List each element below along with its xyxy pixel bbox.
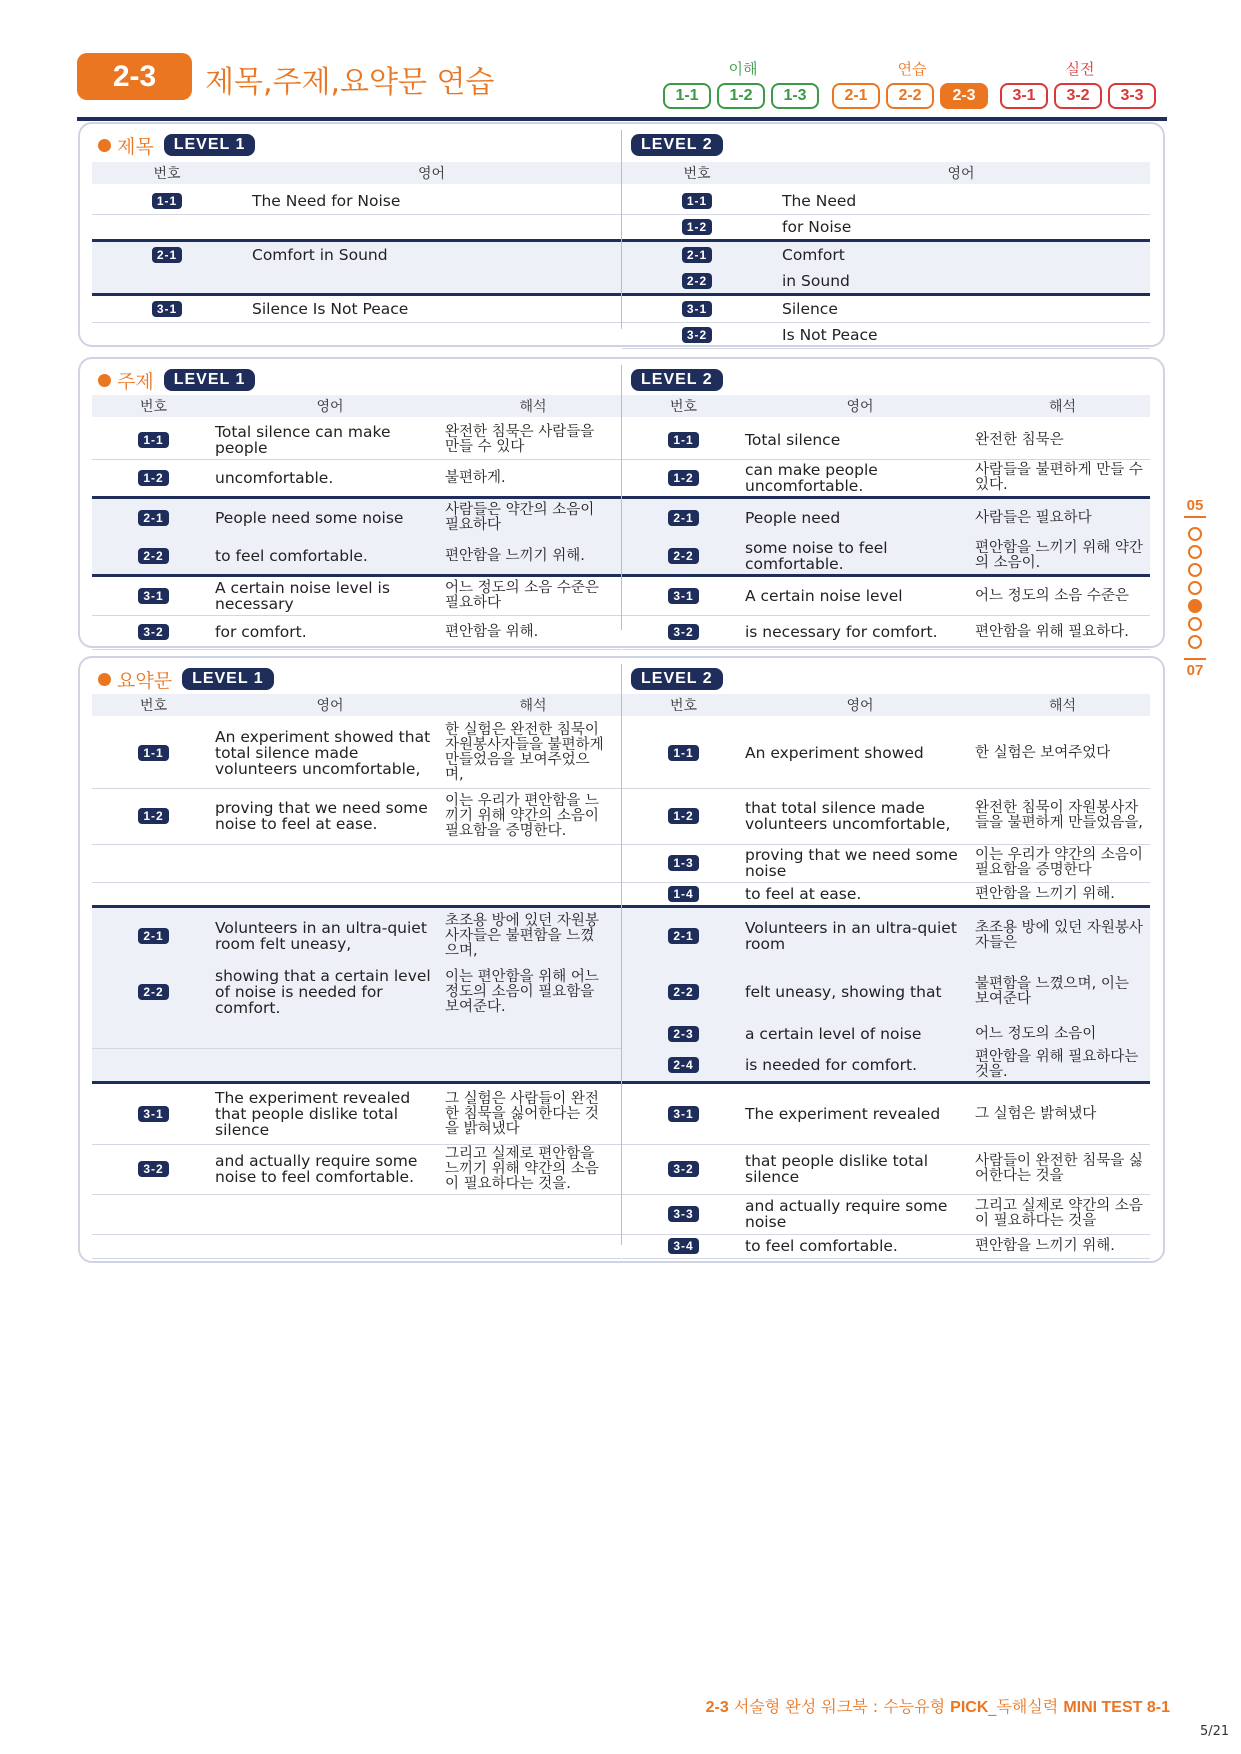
nav-pill-3-2[interactable]: 3-2 bbox=[1054, 83, 1102, 109]
english-text: The experiment revealed bbox=[745, 1105, 941, 1123]
row-number-badge: 2-1 bbox=[668, 510, 698, 526]
korean-text: 그리고 실제로 약간의 소음이 필요하다는 것을 bbox=[975, 1198, 1143, 1229]
english-text: uncomfortable. bbox=[215, 469, 334, 487]
column-header: 번호 영어 해석 bbox=[92, 395, 621, 417]
row bbox=[622, 322, 1150, 348]
nav-pill-2-3[interactable]: 2-3 bbox=[940, 83, 988, 109]
english-text: can make people uncomfortable. bbox=[745, 461, 878, 495]
progress-dot bbox=[1188, 545, 1202, 559]
english-text: for comfort. bbox=[215, 623, 307, 641]
english-text: An experiment showed bbox=[745, 744, 924, 762]
row bbox=[92, 421, 621, 459]
english-text: some noise to feel comfortable. bbox=[745, 539, 888, 573]
korean-text: 편안함을 위해 필요하다. bbox=[975, 623, 1129, 640]
english-text: felt uneasy, showing that bbox=[745, 983, 942, 1001]
korean-text: 편안함을 위해 필요하다는 것을. bbox=[975, 1049, 1139, 1080]
row bbox=[622, 615, 1150, 649]
nav-pill-2-1[interactable]: 2-1 bbox=[832, 83, 880, 109]
english-text: is needed for comfort. bbox=[745, 1056, 918, 1074]
row bbox=[622, 1020, 1150, 1048]
nav-pill-3-1[interactable]: 3-1 bbox=[1000, 83, 1048, 109]
english-text: A certain noise level bbox=[745, 587, 903, 605]
row-number-badge: 3-1 bbox=[668, 1106, 698, 1122]
section-name: 요약문 bbox=[117, 669, 173, 692]
korean-text: 그리고 실제로 편안함을 느끼기 위해 약간의 소음이 필요하다는 것을. bbox=[445, 1145, 599, 1192]
row bbox=[92, 1084, 621, 1144]
row-number-badge: 3-1 bbox=[152, 301, 182, 317]
section-summary bbox=[78, 656, 1165, 1263]
row-number-badge: 2-2 bbox=[138, 548, 168, 564]
row bbox=[92, 499, 621, 537]
row-number-badge: 2-2 bbox=[682, 273, 712, 289]
nav-group-label: 이해 bbox=[728, 60, 758, 78]
english-text: Silence Is Not Peace bbox=[252, 300, 409, 318]
row bbox=[92, 908, 621, 964]
section-topic bbox=[78, 357, 1165, 648]
english-text: a certain level of noise bbox=[745, 1025, 922, 1043]
korean-text: 어느 정도의 소음 수준은 필요하다 bbox=[445, 580, 599, 611]
bullet-icon bbox=[98, 374, 111, 387]
column-header: 번호 영어 bbox=[92, 162, 621, 184]
column-header: 번호 영어 해석 bbox=[92, 694, 621, 716]
row bbox=[622, 882, 1150, 906]
row bbox=[622, 214, 1150, 240]
level-1-badge: LEVEL 1 bbox=[164, 369, 256, 391]
row bbox=[622, 242, 1150, 268]
row bbox=[622, 1194, 1150, 1234]
korean-text: 이는 우리가 편안함을 느끼기 위해 약간의 소음이 필요함을 증명한다. bbox=[445, 792, 599, 839]
korean-text: 사람들이 완전한 침묵을 싫어한다는 것을 bbox=[975, 1153, 1143, 1184]
row bbox=[622, 788, 1150, 844]
progress-dot bbox=[1188, 581, 1202, 595]
english-text: is necessary for comfort. bbox=[745, 623, 938, 641]
english-text: Total silence can make people bbox=[215, 423, 391, 457]
row-number-badge: 1-1 bbox=[138, 432, 168, 448]
row bbox=[622, 844, 1150, 882]
english-text: proving that we need some noise bbox=[745, 846, 958, 880]
row bbox=[622, 268, 1150, 294]
row-number-badge: 1-1 bbox=[138, 745, 168, 761]
row bbox=[92, 788, 621, 844]
nav-pill-3-3[interactable]: 3-3 bbox=[1108, 83, 1156, 109]
nav-pill-2-2[interactable]: 2-2 bbox=[886, 83, 934, 109]
row-number-badge: 3-1 bbox=[682, 301, 712, 317]
row-number-badge: 2-2 bbox=[668, 984, 698, 1000]
level-2-badge: LEVEL 2 bbox=[631, 668, 723, 690]
row-number-badge: 3-4 bbox=[668, 1238, 698, 1254]
english-text: for Noise bbox=[782, 218, 852, 236]
row-number-badge: 1-3 bbox=[668, 855, 698, 871]
korean-text: 한 실험은 완전한 침묵이 자원봉사자들을 불편하게 만들었음을 보여주었으며, bbox=[445, 722, 604, 783]
row-number-badge: 1-2 bbox=[138, 470, 168, 486]
progress-start: 05 bbox=[1186, 497, 1204, 514]
row bbox=[622, 499, 1150, 537]
english-text: showing that a certain level of noise is needed for comfort. bbox=[215, 967, 431, 1017]
bullet-icon bbox=[98, 673, 111, 686]
row-number-badge: 2-2 bbox=[138, 984, 168, 1000]
row bbox=[92, 615, 621, 649]
english-text: proving that we need some noise to feel at ease. bbox=[215, 799, 428, 833]
page-number: 5/21 bbox=[1200, 1724, 1230, 1739]
row-number-badge: 1-2 bbox=[138, 808, 168, 824]
row bbox=[622, 1234, 1150, 1258]
english-text: Volunteers in an ultra-quiet room felt uneasy, bbox=[215, 919, 427, 953]
footer-title: 2-3 서술형 완성 워크북 : 수능유형 PICK_독해실력 MINI TEST 8-1 bbox=[705, 1697, 1170, 1716]
row bbox=[92, 296, 621, 322]
section-name: 주제 bbox=[117, 370, 154, 393]
korean-text: 어느 정도의 소음이 bbox=[975, 1025, 1097, 1042]
level-1-badge: LEVEL 1 bbox=[164, 134, 256, 156]
english-text: Is Not Peace bbox=[782, 326, 878, 344]
row bbox=[622, 718, 1150, 788]
row-number-badge: 3-2 bbox=[682, 327, 712, 343]
section-name: 제목 bbox=[117, 135, 154, 158]
row-number-badge: 1-2 bbox=[682, 219, 712, 235]
progress-dot bbox=[1188, 563, 1202, 577]
row bbox=[622, 577, 1150, 615]
row-number-badge: 3-1 bbox=[668, 588, 698, 604]
english-text: Comfort bbox=[782, 246, 845, 264]
row-number-badge: 1-1 bbox=[668, 432, 698, 448]
level-2-badge: LEVEL 2 bbox=[631, 134, 723, 156]
english-text: Total silence bbox=[745, 431, 841, 449]
page-title: 제목,주제,요약문 연습 bbox=[205, 65, 495, 100]
row bbox=[622, 908, 1150, 964]
english-text: to feel at ease. bbox=[745, 885, 862, 903]
row-number-badge: 1-2 bbox=[668, 808, 698, 824]
row-number-badge: 3-2 bbox=[668, 1161, 698, 1177]
column-header: 번호 영어 bbox=[622, 162, 1150, 184]
korean-text: 사람들은 약간의 소음이 필요하다 bbox=[445, 502, 595, 533]
row-number-badge: 3-2 bbox=[668, 624, 698, 640]
progress-dot bbox=[1188, 617, 1202, 631]
korean-text: 사람들은 필요하다 bbox=[975, 509, 1092, 526]
row bbox=[622, 296, 1150, 322]
korean-text: 불편함을 느꼈으며, 이는 보여준다 bbox=[975, 976, 1129, 1007]
english-text: The Need for Noise bbox=[252, 192, 401, 210]
english-text: The Need bbox=[782, 192, 857, 210]
korean-text: 편안함을 느끼기 위해. bbox=[445, 547, 585, 564]
column-header: 번호 영어 해석 bbox=[622, 694, 1150, 716]
english-text: and actually require some noise bbox=[745, 1197, 948, 1231]
english-text: An experiment showed that total silence made volunteers uncomfortable, bbox=[215, 728, 431, 778]
row-number-badge: 1-1 bbox=[152, 193, 182, 209]
nav-group-label: 연습 bbox=[897, 60, 927, 78]
row-number-badge: 2-1 bbox=[682, 247, 712, 263]
korean-text: 완전한 침묵은 사람들을 만들 수 있다 bbox=[445, 424, 595, 455]
row bbox=[622, 537, 1150, 575]
row bbox=[622, 188, 1150, 214]
row bbox=[92, 718, 621, 788]
english-text: Comfort in Sound bbox=[252, 246, 388, 264]
row-number-badge: 2-1 bbox=[138, 928, 168, 944]
korean-text: 이는 편안함을 위해 어느 정도의 소음이 필요함을 보여준다. bbox=[445, 968, 599, 1015]
korean-text: 한 실험은 보여주었다 bbox=[975, 744, 1111, 761]
english-text: People need bbox=[745, 509, 841, 527]
row-number-badge: 2-3 bbox=[668, 1026, 698, 1042]
row-number-badge: 3-1 bbox=[138, 588, 168, 604]
row-number-badge: 3-1 bbox=[138, 1106, 168, 1122]
row bbox=[622, 421, 1150, 459]
row bbox=[622, 459, 1150, 497]
level-1-badge: LEVEL 1 bbox=[182, 668, 274, 690]
section-title bbox=[78, 122, 1165, 347]
row-number-badge: 2-1 bbox=[138, 510, 168, 526]
row bbox=[622, 1048, 1150, 1082]
korean-text: 어느 정도의 소음 수준은 bbox=[975, 587, 1129, 604]
column-header: 번호 영어 해석 bbox=[622, 395, 1150, 417]
english-text: that total silence made volunteers uncomfortable, bbox=[745, 799, 951, 833]
row bbox=[622, 1084, 1150, 1144]
english-text: Volunteers in an ultra-quiet room bbox=[745, 919, 957, 953]
english-text: to feel comfortable. bbox=[745, 1237, 898, 1255]
progress-end: 07 bbox=[1186, 662, 1204, 679]
english-text: Silence bbox=[782, 300, 838, 318]
nav-group-label: 실전 bbox=[1065, 60, 1095, 78]
row bbox=[92, 242, 621, 268]
korean-text: 편안함을 느끼기 위해. bbox=[975, 885, 1115, 902]
row-number-badge: 1-1 bbox=[668, 745, 698, 761]
progress-indicator bbox=[1183, 497, 1207, 679]
korean-text: 불편하게. bbox=[445, 469, 506, 486]
english-text: The experiment revealed that people dislike total silence bbox=[215, 1089, 411, 1139]
row-number-badge: 2-1 bbox=[668, 928, 698, 944]
level-2-badge: LEVEL 2 bbox=[631, 369, 723, 391]
korean-text: 사람들을 불편하게 만들 수 있다. bbox=[975, 462, 1143, 493]
row-number-badge: 2-4 bbox=[668, 1057, 698, 1073]
row bbox=[92, 537, 621, 575]
row bbox=[92, 459, 621, 497]
english-text: in Sound bbox=[782, 272, 850, 290]
progress-dot bbox=[1188, 527, 1202, 541]
korean-text: 초조용 방에 있던 자원봉사자들은 불편함을 느꼈으며, bbox=[445, 912, 599, 959]
korean-text: 완전한 침묵은 bbox=[975, 431, 1064, 448]
progress-dot bbox=[1188, 635, 1202, 649]
korean-text: 완전한 침묵이 자원봉사자들을 불편하게 만들었음을, bbox=[975, 800, 1143, 831]
english-text: and actually require some noise to feel comfortable. bbox=[215, 1152, 418, 1186]
row bbox=[92, 577, 621, 615]
row-number-badge: 3-2 bbox=[138, 624, 168, 640]
bullet-icon bbox=[98, 139, 111, 152]
korean-text: 초조용 방에 있던 자원봉사자들은 bbox=[975, 920, 1143, 951]
row bbox=[92, 188, 621, 214]
english-text: to feel comfortable. bbox=[215, 547, 368, 565]
nav-pill-1-2[interactable]: 1-2 bbox=[717, 83, 765, 109]
row-number-badge: 1-1 bbox=[682, 193, 712, 209]
korean-text: 편안함을 느끼기 위해 약간의 소음이. bbox=[975, 540, 1143, 571]
korean-text: 그 실험은 사람들이 완전한 침묵을 싫어한다는 것을 밝혀냈다 bbox=[445, 1090, 599, 1137]
korean-text: 편안함을 느끼기 위해. bbox=[975, 1237, 1115, 1254]
row-number-badge: 3-3 bbox=[668, 1206, 698, 1222]
nav-pill-1-3[interactable]: 1-3 bbox=[771, 83, 819, 109]
lesson-badge: 2-3 bbox=[77, 53, 192, 100]
korean-text: 이는 우리가 약간의 소음이 필요함을 증명한다 bbox=[975, 847, 1143, 878]
row-number-badge: 1-2 bbox=[668, 470, 698, 486]
progress-dot bbox=[1188, 599, 1202, 613]
english-text: A certain noise level is necessary bbox=[215, 579, 390, 613]
row bbox=[92, 1144, 621, 1194]
korean-text: 편안함을 위해. bbox=[445, 623, 539, 640]
korean-text: 그 실험은 밝혀냈다 bbox=[975, 1105, 1097, 1122]
row-number-badge: 2-1 bbox=[152, 247, 182, 263]
nav-pill-1-1[interactable]: 1-1 bbox=[663, 83, 711, 109]
row bbox=[92, 964, 621, 1020]
row bbox=[622, 1144, 1150, 1194]
row-number-badge: 2-2 bbox=[668, 548, 698, 564]
row bbox=[622, 964, 1150, 1020]
english-text: that people dislike total silence bbox=[745, 1152, 929, 1186]
row-number-badge: 3-2 bbox=[138, 1161, 168, 1177]
english-text: People need some noise bbox=[215, 509, 404, 527]
row-number-badge: 1-4 bbox=[668, 886, 698, 902]
